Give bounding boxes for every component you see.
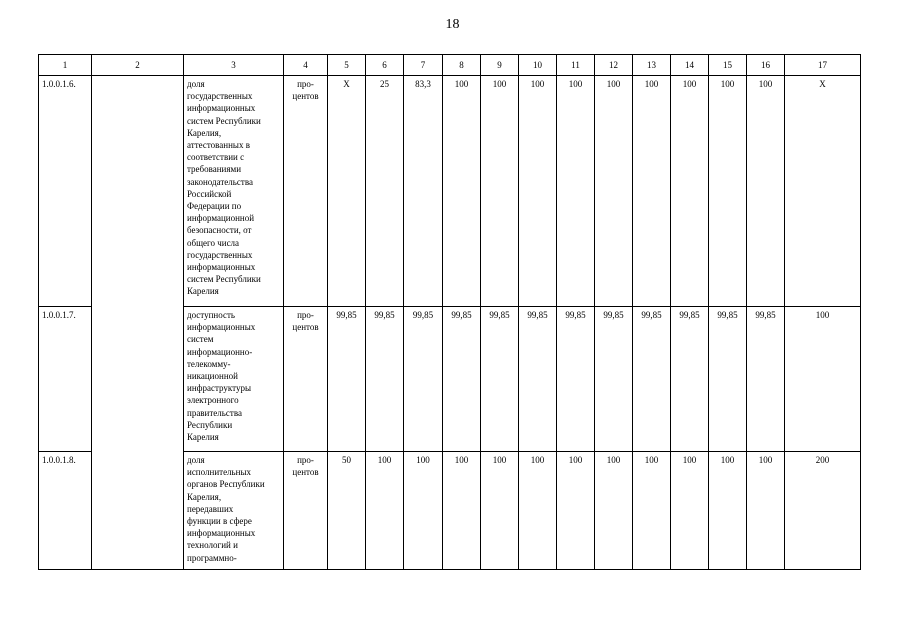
- description-line: законодательства: [187, 176, 253, 187]
- value-cell-col-7: 100: [404, 452, 443, 570]
- table-row: [39, 76, 861, 307]
- unit-line: центов: [292, 467, 319, 478]
- value-cell-col-7: 83,3: [404, 76, 443, 307]
- description-line: информационных: [187, 322, 256, 333]
- description-line: Карелия: [187, 432, 219, 443]
- column-header-11: 11: [557, 55, 595, 76]
- value-cell-col-7: 99,85: [404, 307, 443, 452]
- value-cell-col-5: 99,85: [328, 307, 366, 452]
- description-line: систем Республики: [187, 115, 261, 126]
- value-cell-col-17: 200: [785, 452, 861, 570]
- description-line: никационной: [187, 371, 238, 382]
- column-header-6: 6: [366, 55, 404, 76]
- description-line: систем Республики: [187, 274, 261, 285]
- indicator-code: 1.0.0.1.8.: [39, 452, 92, 570]
- description-line: безопасности, от: [187, 225, 252, 236]
- value-cell-col-6: 100: [366, 452, 404, 570]
- column-header-13: 13: [633, 55, 671, 76]
- value-cell-col-15: 100: [709, 76, 747, 307]
- column-header-5: 5: [328, 55, 366, 76]
- value-cell-col-10: 100: [519, 452, 557, 570]
- column-header-1: 1: [39, 55, 92, 76]
- value-cell-col-15: 100: [709, 452, 747, 570]
- value-cell-col-15: 99,85: [709, 307, 747, 452]
- description-line: государственных: [187, 91, 253, 102]
- column-header-2: 2: [92, 55, 184, 76]
- description-line: функции в сфере: [187, 516, 252, 527]
- column-header-10: 10: [519, 55, 557, 76]
- value-cell-col-16: 100: [747, 452, 785, 570]
- value-cell-col-13: 100: [633, 452, 671, 570]
- description-line: технологий и: [187, 540, 238, 551]
- value-cell-col-14: 100: [671, 452, 709, 570]
- value-cell-col-13: 99,85: [633, 307, 671, 452]
- description-line: правительства: [187, 407, 242, 418]
- description-line: телекомму-: [187, 358, 231, 369]
- description-line: исполнительных: [187, 467, 252, 478]
- description-line: Российской: [187, 188, 232, 199]
- value-cell-col-9: 100: [481, 452, 519, 570]
- description-line: программно-: [187, 552, 237, 563]
- description-line: требованиями: [187, 164, 242, 175]
- value-cell-col-10: 100: [519, 76, 557, 307]
- column-header-3: 3: [184, 55, 284, 76]
- description-line: инфраструктуры: [187, 383, 251, 394]
- value-cell-col-9: 100: [481, 76, 519, 307]
- value-cell-col-12: 100: [595, 76, 633, 307]
- value-cell-col-13: 100: [633, 76, 671, 307]
- value-cell-col-14: 100: [671, 76, 709, 307]
- value-cell-col-9: 99,85: [481, 307, 519, 452]
- description-line: информационных: [187, 262, 256, 273]
- description-line: доля: [187, 79, 205, 89]
- value-cell-col-11: 100: [557, 452, 595, 570]
- unit-line: центов: [292, 322, 319, 333]
- indicator-code: 1.0.0.1.6.: [39, 76, 92, 307]
- value-cell-col-6: 25: [366, 76, 404, 307]
- value-cell-col-8: 100: [443, 76, 481, 307]
- value-cell-col-5: 50: [328, 452, 366, 570]
- description-line: Федерации по: [187, 201, 242, 212]
- value-cell-col-12: 100: [595, 452, 633, 570]
- description-line: Карелия: [187, 286, 219, 297]
- unit-line: про-: [297, 455, 314, 465]
- unit-line: про-: [297, 79, 314, 89]
- value-cell-col-16: 99,85: [747, 307, 785, 452]
- header-row: [39, 55, 861, 76]
- unit-cell: [284, 452, 328, 570]
- indicator-description: [184, 307, 284, 452]
- description-line: Республики: [187, 419, 233, 430]
- unit-line: центов: [292, 91, 319, 102]
- description-line: Карелия,: [187, 491, 222, 502]
- value-cell-col-10: 99,85: [519, 307, 557, 452]
- value-cell-col-11: 100: [557, 76, 595, 307]
- column-header-16: 16: [747, 55, 785, 76]
- description-line: общего числа: [187, 237, 240, 248]
- value-cell-col-6: 99,85: [366, 307, 404, 452]
- description-line: доступность: [187, 310, 236, 320]
- unit-cell: [284, 307, 328, 452]
- column-header-15: 15: [709, 55, 747, 76]
- description-line: соответствии с: [187, 152, 245, 163]
- description-line: государственных: [187, 249, 253, 260]
- description-line: информационных: [187, 103, 256, 114]
- value-cell-col-8: 100: [443, 452, 481, 570]
- description-line: электронного: [187, 395, 239, 406]
- description-line: информационных: [187, 528, 256, 539]
- value-cell-col-8: 99,85: [443, 307, 481, 452]
- column-header-17: 17: [785, 55, 861, 76]
- value-cell-col-17: X: [785, 76, 861, 307]
- column-header-4: 4: [284, 55, 328, 76]
- value-cell-col-5: X: [328, 76, 366, 307]
- description-line: информационно-: [187, 346, 253, 357]
- description-line: систем: [187, 334, 214, 345]
- value-cell-col-17: 100: [785, 307, 861, 452]
- indicator-description: [184, 452, 284, 570]
- description-line: информационной: [187, 213, 255, 224]
- program-cell: [92, 76, 184, 570]
- value-cell-col-16: 100: [747, 76, 785, 307]
- indicator-table: [38, 54, 861, 570]
- column-header-7: 7: [404, 55, 443, 76]
- value-cell-col-12: 99,85: [595, 307, 633, 452]
- description-line: органов Республики: [187, 479, 265, 490]
- column-header-12: 12: [595, 55, 633, 76]
- description-line: аттестованных в: [187, 140, 250, 151]
- indicator-code: 1.0.0.1.7.: [39, 307, 92, 452]
- column-header-8: 8: [443, 55, 481, 76]
- page-number: 18: [445, 17, 460, 32]
- unit-line: про-: [297, 310, 314, 320]
- description-line: доля: [187, 455, 205, 465]
- indicator-description: [184, 76, 284, 307]
- column-header-9: 9: [481, 55, 519, 76]
- column-header-14: 14: [671, 55, 709, 76]
- unit-cell: [284, 76, 328, 307]
- description-line: Карелия,: [187, 127, 222, 138]
- description-line: передавших: [187, 503, 234, 514]
- value-cell-col-14: 99,85: [671, 307, 709, 452]
- value-cell-col-11: 99,85: [557, 307, 595, 452]
